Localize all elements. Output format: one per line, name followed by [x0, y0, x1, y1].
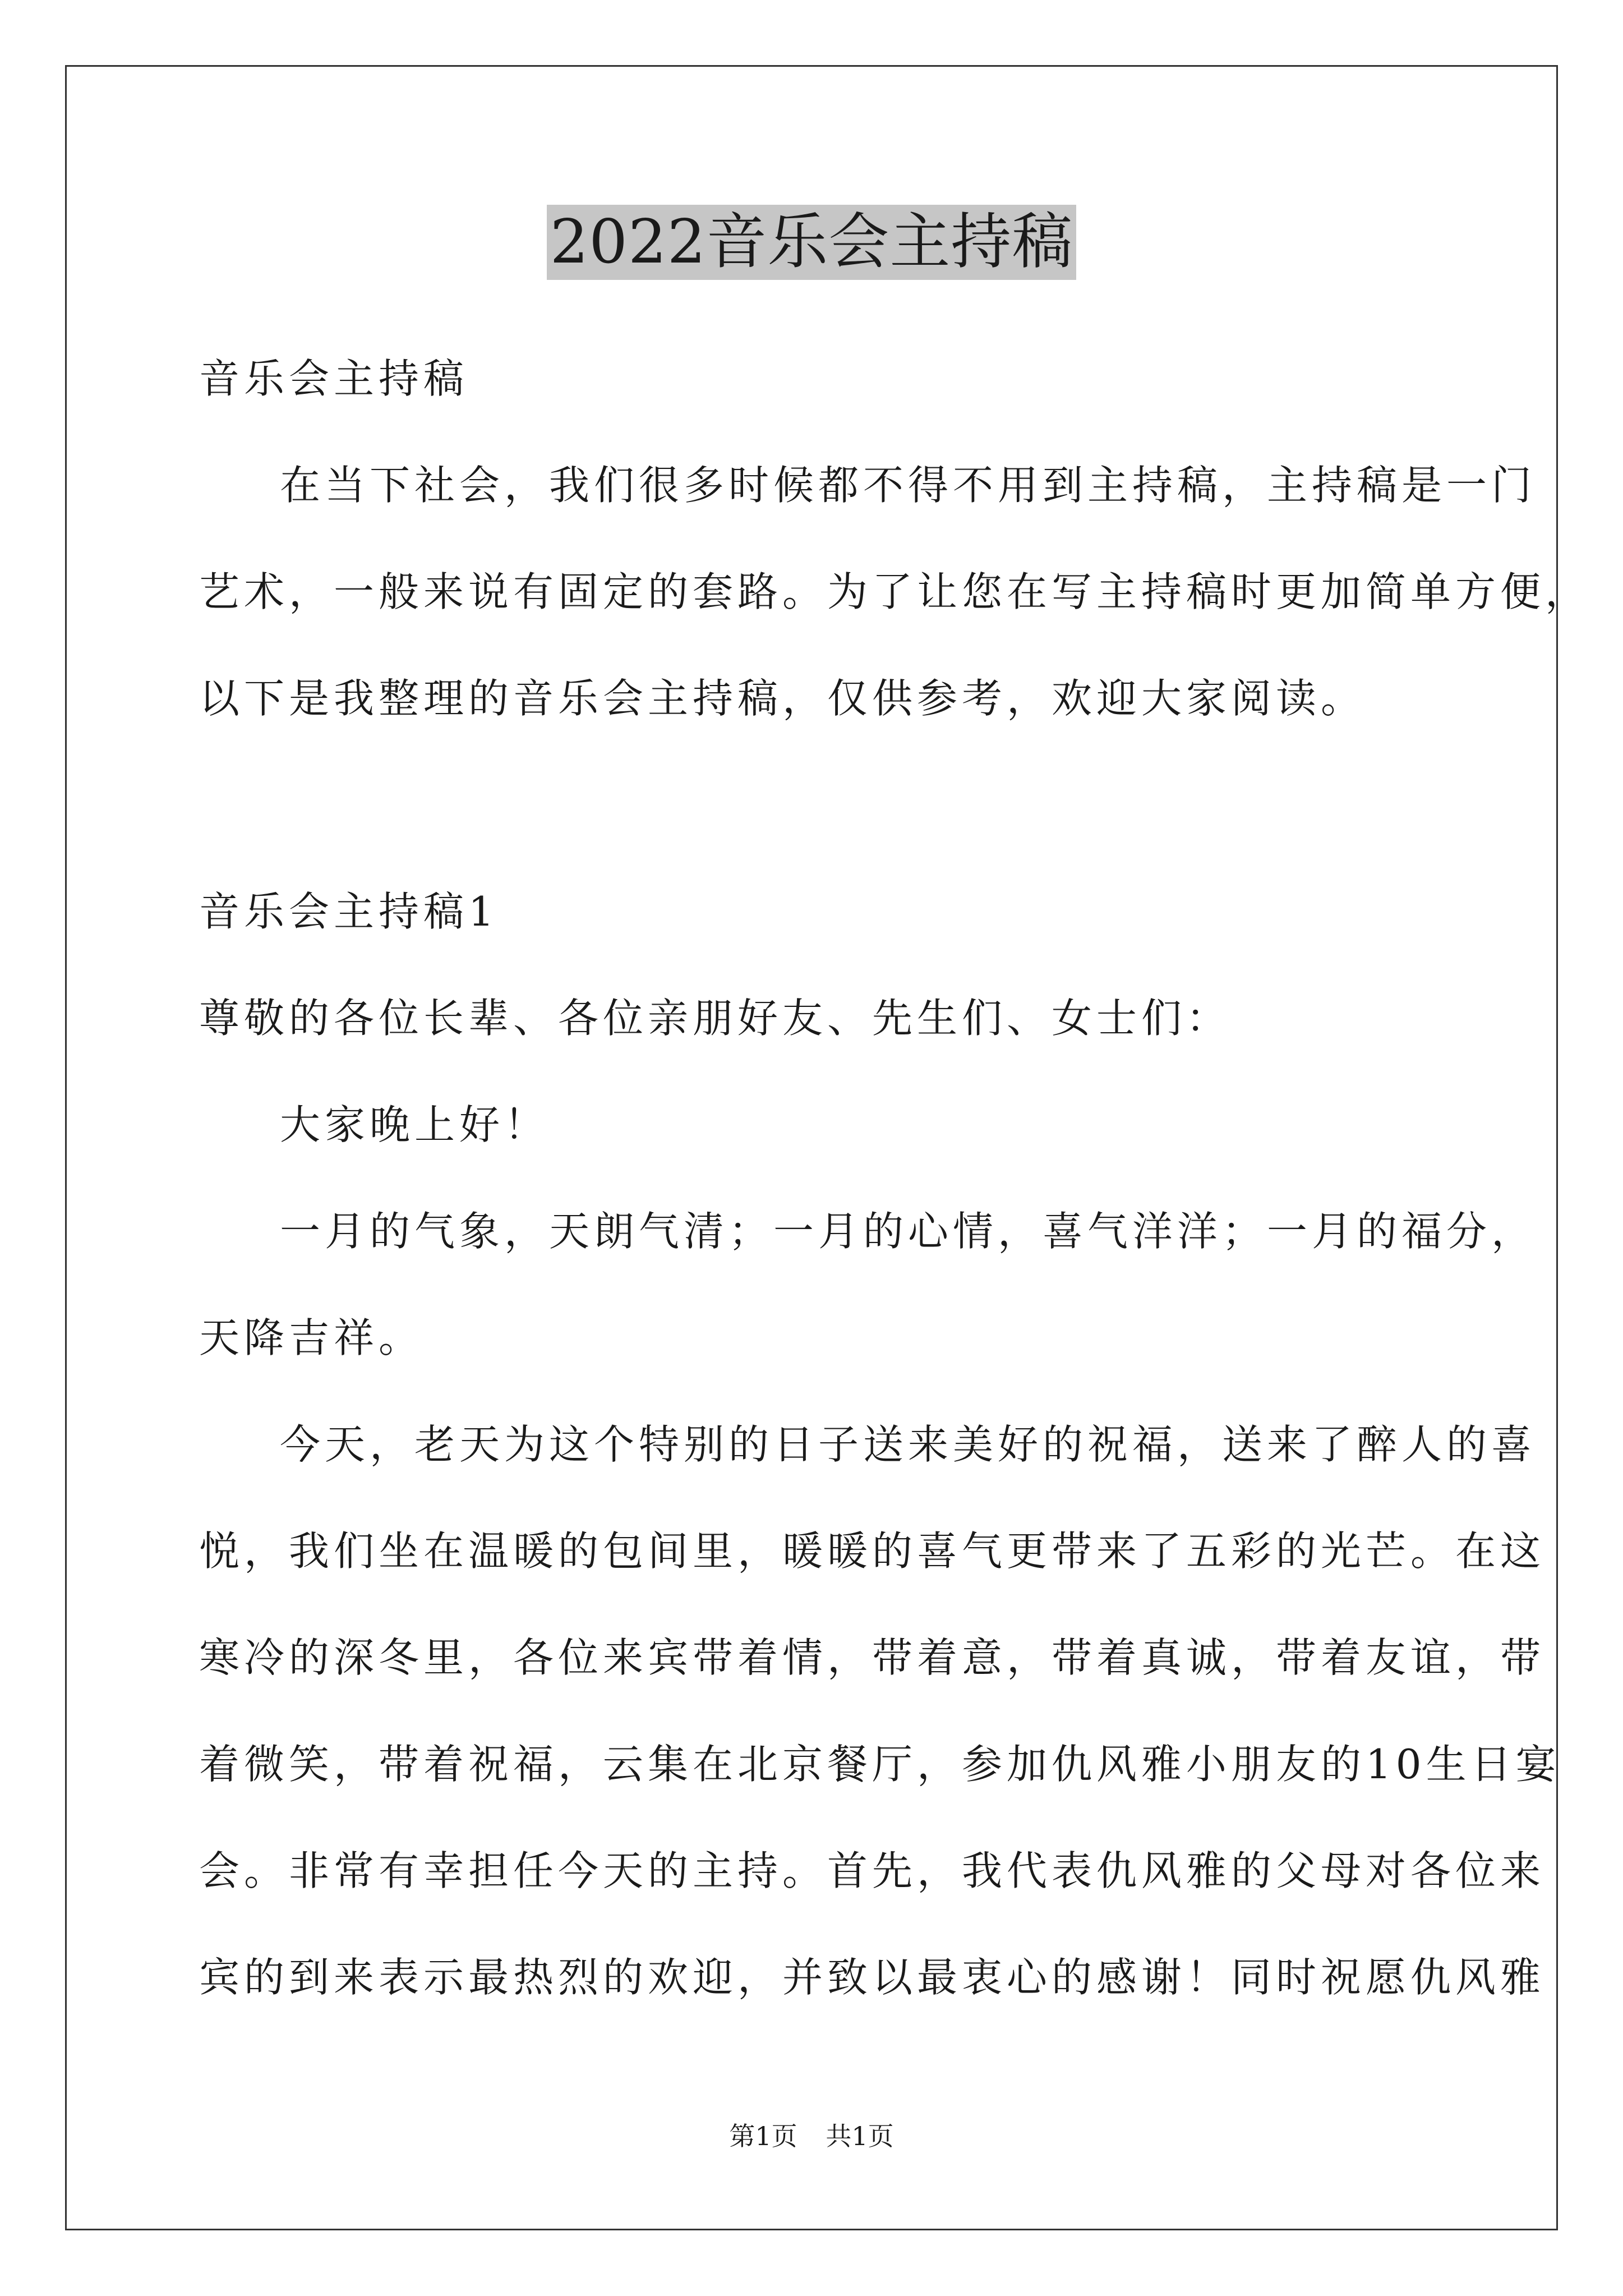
paragraph-line: 宾的到来表示最热烈的欢迎，并致以最衷心的感谢！同时祝愿仇风雅 [199, 1954, 1546, 2001]
paragraph-line: 今天，老天为这个特别的日子送来美好的祝福，送来了醉人的喜 [280, 1421, 1537, 1468]
page-footer [0, 2119, 1623, 2153]
page-number: 第1页 [729, 2121, 797, 2151]
paragraph-line: 寒冷的深冬里，各位来宾带着情，带着意，带着真诚，带着友谊，带 [199, 1634, 1546, 1681]
title-container [0, 205, 1623, 280]
paragraph-line: 艺术，一般来说有固定的套路。为了让您在写主持稿时更加简单方便， [199, 568, 1590, 615]
paragraph-line: 天降吉祥。 [199, 1314, 424, 1361]
greeting-line: 大家晚上好！ [280, 1101, 550, 1148]
salutation-line: 尊敬的各位长辈、各位亲朋好友、先生们、女士们： [199, 995, 1232, 1042]
paragraph-line: 以下是我整理的音乐会主持稿，仅供参考，欢迎大家阅读。 [199, 675, 1366, 722]
section-heading: 音乐会主持稿 [199, 355, 469, 402]
page-total: 共1页 [826, 2121, 894, 2151]
section-heading: 音乐会主持稿1 [199, 888, 499, 935]
paragraph-line: 悦，我们坐在温暖的包间里，暖暖的喜气更带来了五彩的光芒。在这 [199, 1527, 1546, 1575]
document-title: 2022音乐会主持稿 [547, 205, 1077, 280]
paragraph-line: 会。非常有幸担任今天的主持。首先，我代表仇风雅的父母对各位来 [199, 1847, 1546, 1894]
paragraph-line: 着微笑，带着祝福，云集在北京餐厅，参加仇风雅小朋友的10生日宴 [199, 1741, 1561, 1788]
paragraph-line: 在当下社会，我们很多时候都不得不用到主持稿，主持稿是一门 [280, 462, 1537, 509]
paragraph-line: 一月的气象，天朗气清；一月的心情，喜气洋洋；一月的福分， [280, 1208, 1537, 1255]
